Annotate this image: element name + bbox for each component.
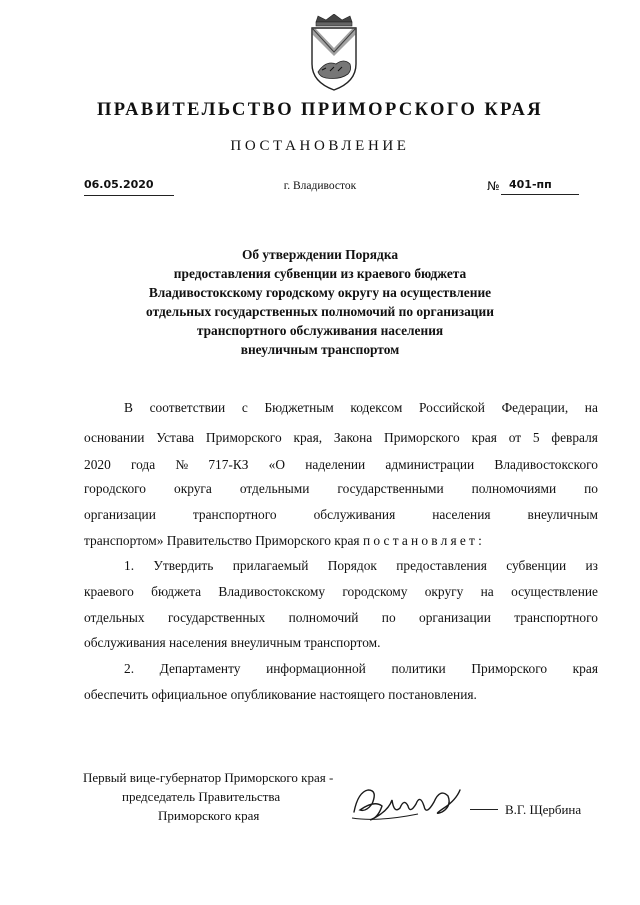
body-word: с	[241, 400, 248, 415]
body-word: Владивостокскому	[218, 584, 326, 599]
body-line	[84, 481, 598, 501]
body-line	[84, 457, 598, 477]
body-word: Департаменту	[159, 661, 241, 676]
body-word: 2020	[84, 457, 111, 472]
document-type: ПОСТАНОВЛЕНИЕ	[230, 138, 410, 154]
body-word: из	[585, 558, 598, 573]
body-word: Бюджетным	[264, 400, 334, 415]
body-line	[124, 400, 598, 420]
body-word: 5	[532, 430, 540, 445]
body-word: по	[584, 481, 598, 496]
position-line: Приморского края	[158, 808, 260, 823]
body-word: края	[572, 661, 598, 676]
body-word: предоставления	[396, 558, 487, 573]
body-word: Приморского	[384, 430, 460, 445]
document-number: 401-пп	[501, 178, 579, 195]
body-word: 1.	[124, 558, 135, 573]
body-word: отдельными	[239, 481, 310, 496]
body-word: на	[480, 584, 494, 599]
organization-title: ПРАВИТЕЛЬСТВО ПРИМОРСКОГО КРАЯ	[96, 100, 543, 120]
document-date: 06.05.2020	[84, 178, 174, 196]
body-line	[84, 687, 598, 707]
body-word: от	[508, 430, 522, 445]
heading-line: Об утверждении Порядка	[241, 247, 399, 262]
body-word: Устава	[156, 430, 195, 445]
body-word: основании	[84, 430, 145, 445]
heading-line: предоставления субвенции из краевого бюджета	[173, 266, 467, 281]
heading-line: транспортного обслуживания населения	[196, 323, 444, 338]
body-line	[84, 507, 598, 527]
body-word: субвенции	[506, 558, 567, 573]
body-word: городского	[84, 481, 146, 496]
body-word: наделении	[305, 457, 366, 472]
body-word: Утвердить	[153, 558, 214, 573]
body-word: администрации	[385, 457, 475, 472]
body-line	[84, 635, 598, 655]
body-word: округа	[174, 481, 212, 496]
body-word: краевого	[84, 584, 134, 599]
document-city: г. Владивосток	[283, 180, 357, 192]
number-label: №	[487, 179, 500, 193]
signatory-position	[83, 768, 353, 825]
body-word: организации	[419, 610, 491, 625]
body-word: №	[175, 457, 189, 472]
body-text: обслуживания населения внеуличным транспортом.	[84, 635, 381, 650]
heading-line: внеуличным транспортом	[240, 342, 400, 357]
body-text: транспортом» Правительство Приморского края	[84, 533, 360, 548]
body-word: по	[381, 610, 396, 625]
body-word: бюджета	[151, 584, 202, 599]
body-word: Приморского	[471, 661, 548, 676]
body-word: отдельных	[84, 610, 145, 625]
body-word: 717-КЗ	[208, 457, 249, 472]
signatory-name: В.Г. Щербина	[505, 802, 582, 817]
body-word: политики	[391, 661, 446, 676]
body-word: государственными	[337, 481, 444, 496]
body-word: года	[130, 457, 156, 472]
body-word: осуществление	[511, 584, 598, 599]
body-word: округу	[424, 584, 464, 599]
body-word: прилагаемый	[232, 558, 309, 573]
body-line	[84, 610, 598, 630]
body-line	[84, 584, 598, 604]
signature-dash	[470, 809, 498, 810]
body-word: Федерации,	[501, 400, 569, 415]
body-word: обслуживания	[313, 507, 396, 522]
body-word: полномочий	[288, 610, 359, 625]
heading-line: Владивостокскому городскому округу на осуществление	[148, 285, 492, 300]
body-word: февраля	[551, 430, 598, 445]
body-word: Владивостокского	[494, 457, 598, 472]
body-word: городскому	[342, 584, 408, 599]
body-line	[84, 430, 598, 450]
position-line: председатель Правительства	[122, 789, 281, 804]
body-word: кодексом	[350, 400, 403, 415]
body-word: Закона	[333, 430, 373, 445]
body-word: информационной	[266, 661, 366, 676]
body-word: организации	[84, 507, 156, 522]
decree-word: постановляет:	[362, 533, 486, 548]
body-word: полномочиями	[471, 481, 557, 496]
body-word: транспортного	[192, 507, 277, 522]
body-word: 2.	[124, 661, 135, 676]
handwritten-signature	[348, 778, 468, 830]
body-word: внеуличным	[527, 507, 598, 522]
body-word: Приморского	[205, 430, 282, 445]
body-word: края	[471, 430, 497, 445]
coat-of-arms-icon	[304, 14, 364, 92]
body-word: Порядок	[327, 558, 377, 573]
body-word: соответствии	[149, 400, 226, 415]
body-word: края,	[293, 430, 323, 445]
body-text: обеспечить официальное опубликование настоящего постановления.	[84, 687, 477, 702]
body-word: «О	[268, 457, 286, 472]
body-word: населения	[432, 507, 491, 522]
body-line	[124, 558, 598, 578]
heading-line: отдельных государственных полномочий по организации	[146, 304, 494, 319]
document-heading	[100, 245, 540, 359]
body-word: Российской	[418, 400, 485, 415]
body-line	[84, 533, 598, 553]
body-word: государственных	[167, 610, 266, 625]
body-word: В	[124, 400, 133, 415]
body-word: транспортного	[514, 610, 598, 625]
position-line: Первый вице-губернатор Приморского края -	[83, 770, 334, 785]
body-word: на	[584, 400, 598, 415]
body-line	[124, 661, 598, 681]
